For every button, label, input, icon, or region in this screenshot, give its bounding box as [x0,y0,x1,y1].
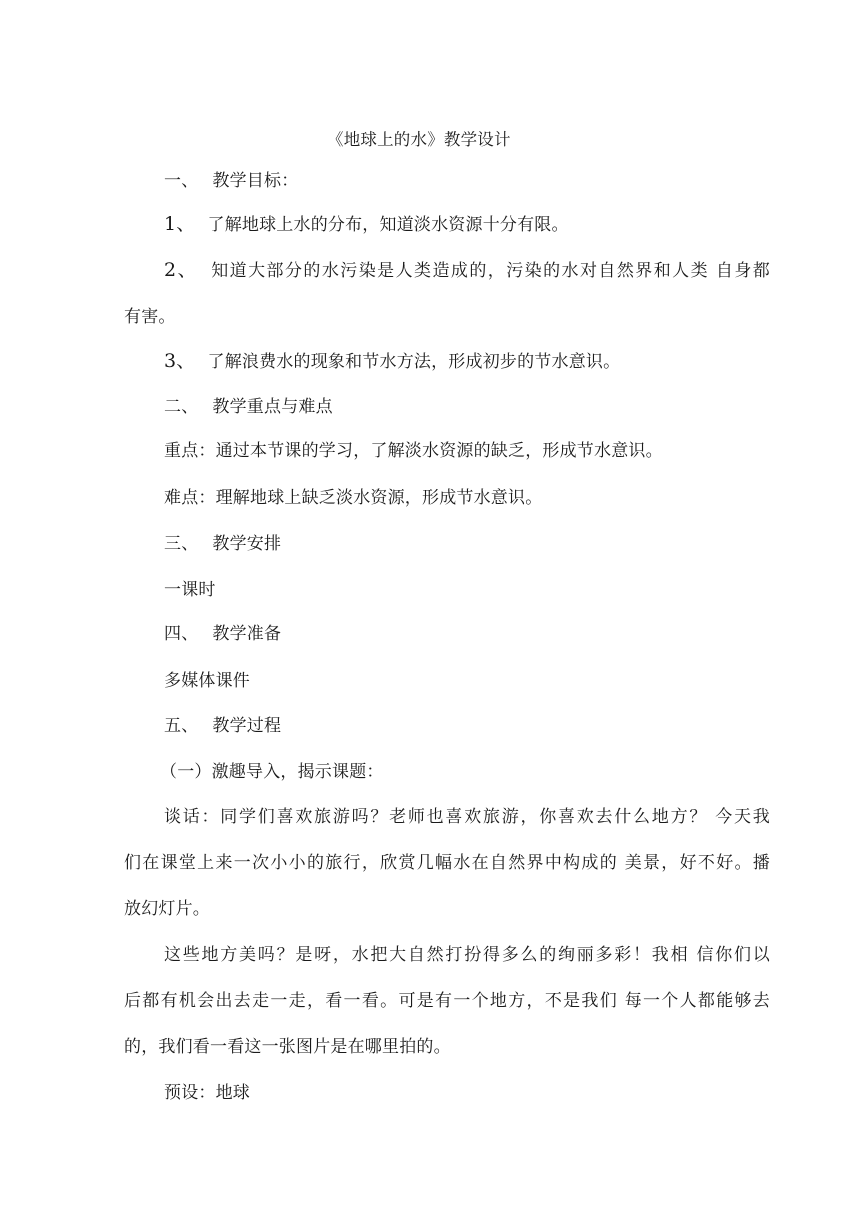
section-number: 五、 [164,716,199,736]
arrangement: 一课时 [164,580,216,600]
section-5-heading [164,715,281,737]
preset-answer: 预设：地球 [164,1083,250,1103]
step-1-heading: （一）激趣导入，揭示课题： [160,762,384,782]
section-title: 教学目标： [212,171,299,191]
para-2-line-2: 后都有机会出去走一走，看一看。可是有一个地方，不是我们 每一个人都能够去 [124,991,770,1011]
section-4-heading [164,623,281,645]
goal-2-line-2: 有害。 [124,307,176,327]
key-point: 重点：通过本节课的学习，了解淡水资源的缺乏，形成节水意识。 [164,441,663,461]
section-number: 一、 [164,171,199,191]
section-title: 教学过程 [212,716,282,736]
goal-1 [164,213,569,236]
talk-line-3: 放幻灯片。 [124,899,210,919]
section-1-heading [164,170,298,192]
para-2-line-3: 的，我们看一看这一张图片是在哪里拍的。 [124,1037,451,1057]
goal-text: 了解浪费水的现象和节水方法，形成初步的节水意识。 [207,352,621,372]
section-3-heading [164,533,281,555]
goal-text: 知道大部分的水污染是人类造成的，污染的水对自然界和人类 自身都 [209,261,770,281]
goal-number: 3、 [164,350,196,372]
section-2-heading [164,396,333,418]
talk-line-1: 谈话：同学们喜欢旅游吗？老师也喜欢旅游，你喜欢去什么地方？ 今天我 [164,807,770,827]
section-number: 四、 [164,624,199,644]
section-number: 三、 [164,534,199,554]
goal-3 [164,350,620,373]
goal-number: 2、 [164,259,198,281]
section-number: 二、 [164,397,199,417]
goal-number: 1、 [164,213,196,235]
para-2-line-1: 这些地方美吗？是呀，水把大自然打扮得多么的绚丽多彩！我相 信你们以 [164,945,770,965]
difficulty: 难点：理解地球上缺乏淡水资源，形成节水意识。 [164,488,543,508]
talk-line-2: 们在课堂上来一次小小的旅行，欣赏几幅水在自然界中构成的 美景，好不好。播 [124,853,770,873]
section-title: 教学准备 [212,624,282,644]
goal-2-line-1 [164,259,770,282]
document-title: 《地球上的水》教学设计 [327,130,511,149]
section-title: 教学安排 [212,534,282,554]
preparation: 多媒体课件 [164,671,250,691]
section-title: 教学重点与难点 [212,397,333,417]
goal-text: 了解地球上水的分布，知道淡水资源十分有限。 [207,215,569,235]
